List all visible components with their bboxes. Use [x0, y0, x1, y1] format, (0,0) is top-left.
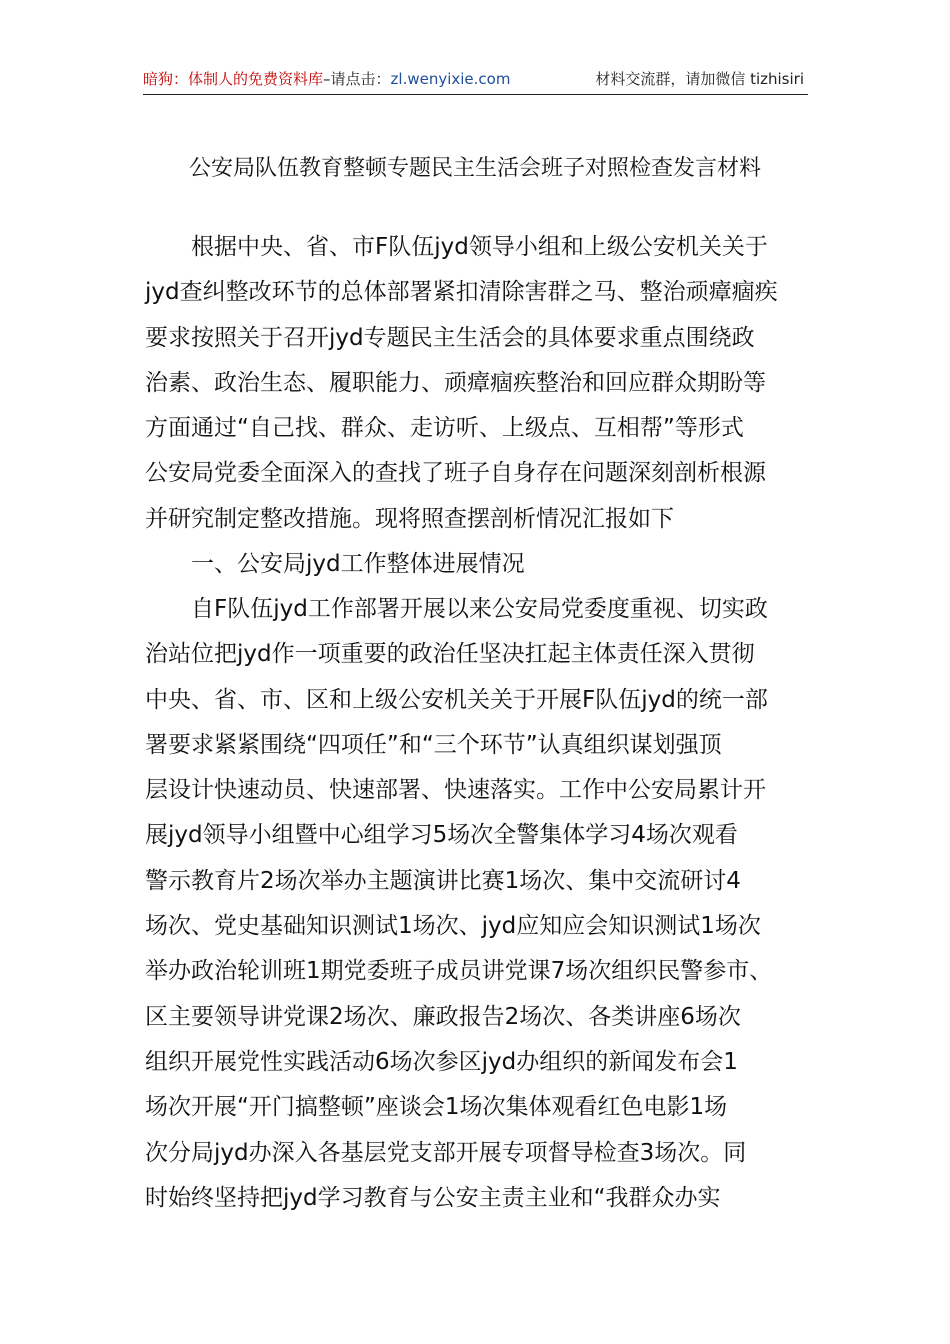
text-line: 方面通过“自己找、群众、走访听、上级点、互相帮”等形式 [145, 415, 744, 442]
text-line: 并研究制定整改措施。现将照查摆剖析情况汇报如下 [145, 505, 674, 532]
text-line: 警示教育片2场次举办主题演讲比赛1场次、集中交流研讨4 [145, 867, 741, 894]
text-line: 治素、政治生态、履职能力、顽瘴痼疾整治和回应群众期盼等 [145, 369, 766, 396]
text-line: 展jyd领导小组暨中心组学习5场次全警集体学习4场次观看 [145, 822, 738, 849]
text-line: 次分局jyd办深入各基层党支部开展专项督导检查3场次。同 [145, 1139, 747, 1166]
text-line: 组织开展党性实践活动6场次参区jyd办组织的新闻发布会1 [145, 1048, 738, 1075]
text-line: 一、公安局jyd工作整体进展情况 [145, 551, 525, 577]
text-line: 层设计快速动员、快速部署、快速落实。工作中公安局累计开 [145, 777, 766, 804]
paragraph-progress [145, 587, 825, 1221]
page-header [143, 64, 808, 95]
text-line: 根据中央、省、市F队伍jyd领导小组和上级公安机关关于 [145, 234, 768, 260]
text-line: 治站位把jyd作一项重要的政治任坚决扛起主体责任深入贯彻 [145, 641, 755, 668]
text-line: 时始终坚持把jyd学习教育与公安主责主业和“我群众办实 [145, 1184, 721, 1211]
text-line: 场次开展“开门搞整顿”座谈会1场次集体观看红色电影1场 [145, 1094, 728, 1121]
header-wechat-note: 材料交流群，请加微信 tizhisiri [595, 70, 804, 88]
text-line: 场次、党史基础知识测试1场次、jyd应知应会知识测试1场次 [145, 913, 761, 940]
text-line: 公安局党委全面深入的查找了班子自身存在问题深刻剖析根源 [145, 460, 766, 487]
text-line: 举办政治轮训班1期党委班子成员讲党课7场次组织民警参市、 [145, 958, 773, 985]
section-heading-1 [145, 542, 825, 587]
text-line: 区主要领导讲党课2场次、廉政报告2场次、各类讲座6场次 [145, 1003, 741, 1030]
header-site-name: 暗狗：体制人的免费资料库 [143, 70, 324, 88]
paragraph-intro [145, 225, 825, 542]
text-line: 自F队伍jyd工作部署开展以来公安局党委度重视、切实政 [145, 596, 768, 622]
document-title: 公安局队伍教育整顿专题民主生活会班子对照检查发言材料 [188, 156, 761, 181]
text-line: 中央、省、市、区和上级公安机关关于开展F队伍jyd的统一部 [145, 686, 768, 713]
text-line: 要求按照关于召开jyd专题民主生活会的具体要求重点围绕政 [145, 324, 755, 351]
text-line: jyd查纠整改环节的总体部署紧扣清除害群之马、整治顽瘴痼疾 [145, 279, 778, 306]
header-site-link[interactable]: zl.wenyixie.com [390, 70, 511, 88]
header-click-prompt: –请点击： [323, 70, 391, 88]
text-line: 署要求紧紧围绕“四项任”和“三个环节”认真组织谋划强顶 [145, 731, 722, 758]
